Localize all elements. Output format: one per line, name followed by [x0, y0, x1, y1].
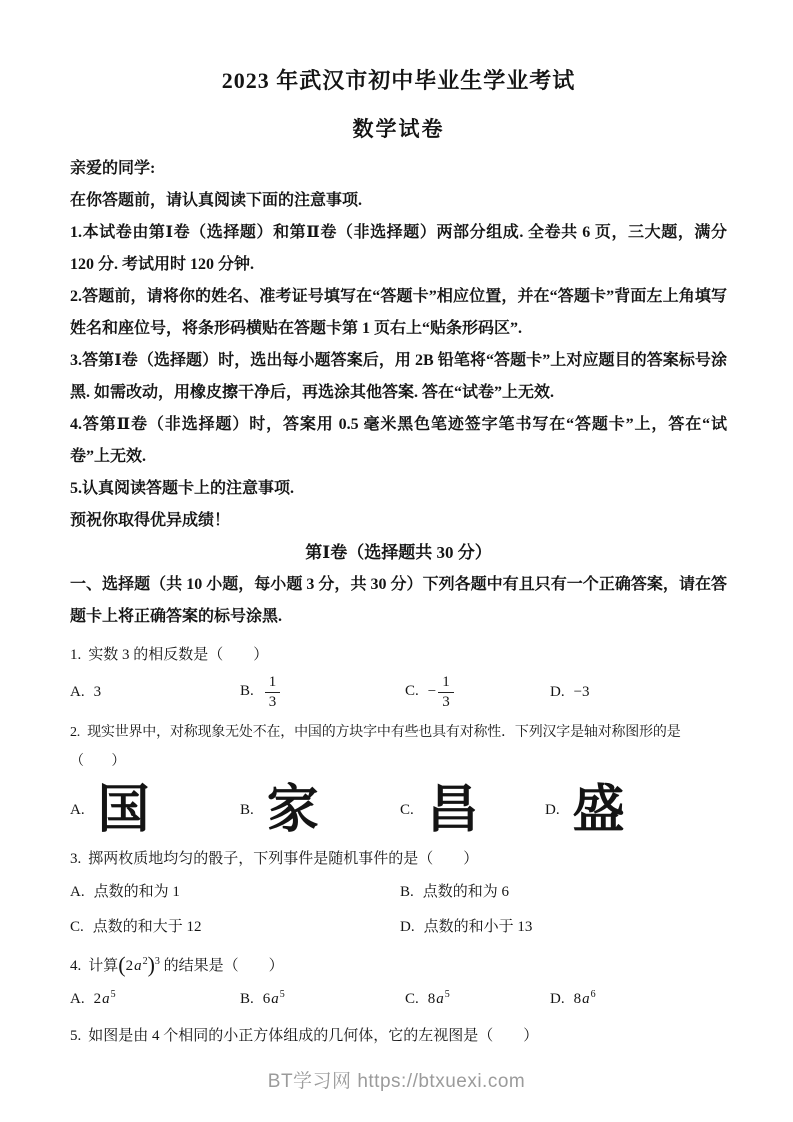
big-character: 国: [97, 781, 150, 839]
stem-text: 2: [125, 958, 134, 975]
superscript: 3: [154, 956, 160, 968]
notice-item-2: 2.答题前，请将你的姓名、准考证号填写在“答题卡”相应位置，并在“答题卡”背面左上角填写姓名和座位号，将条形码横贴在答题卡第 1 页右上“贴条形码区”.: [70, 288, 727, 337]
option-label: B.: [240, 991, 254, 1008]
options-row: [70, 674, 727, 710]
option-item: [240, 985, 405, 1014]
option-item: [70, 678, 240, 707]
question-2: [70, 718, 727, 837]
question-stem: [70, 718, 727, 776]
question-3: [70, 845, 727, 942]
intro-line: 在你答题前，请认真阅读下面的注意事项.: [70, 192, 363, 209]
superscript: 5: [279, 989, 285, 1001]
math-variable: a: [134, 958, 142, 975]
options-row: [70, 781, 727, 839]
option-item: [70, 878, 400, 907]
question-stem: [70, 845, 727, 874]
option-label: A.: [70, 683, 85, 700]
superscript: 5: [110, 989, 116, 1001]
superscript: 2: [142, 956, 148, 968]
stem-text: 点数的和大于 12: [92, 919, 202, 936]
notice-item-4: 4.答第Ⅱ卷（非选择题）时，答案用 0.5 毫米黑色笔迹签字笔书写在“答题卡”上，答在“试卷”上无效.: [70, 416, 727, 465]
stem-text: 2: [93, 991, 102, 1008]
math-variable: a: [102, 991, 110, 1008]
option-item: [70, 913, 400, 942]
page-title: 2023 年武汉市初中毕业生学业考试: [221, 68, 576, 93]
question-1: [70, 641, 727, 710]
stem-text: 8: [427, 991, 436, 1008]
stem-text: 点数的和为 1: [93, 884, 180, 901]
option-label: B.: [240, 802, 254, 819]
math-variable: a: [436, 991, 444, 1008]
option-label: A.: [70, 802, 85, 819]
stem-text: 的结果是（ ）: [159, 958, 284, 975]
stem-text: −: [427, 683, 437, 700]
option-label: A.: [70, 991, 85, 1008]
option-label: D.: [550, 683, 565, 700]
question-stem: [70, 641, 727, 670]
fraction-denominator: 3: [268, 693, 277, 710]
right-paren: ): [147, 952, 155, 978]
option-item: [70, 781, 240, 839]
option-label: D.: [550, 991, 565, 1008]
option-item: [400, 781, 545, 839]
stem-text: 掷两枚质地均匀的骰子，下列事件是随机事件的是（ ）: [88, 851, 479, 868]
question-number: 2.: [70, 725, 81, 740]
option-item: [70, 985, 240, 1014]
option-label: A.: [70, 884, 85, 901]
watermark-text: BT学习网 https://btxuexi.com: [267, 1071, 526, 1092]
options-row: [70, 878, 727, 942]
fraction: [438, 674, 454, 710]
stem-text: 现实世界中，对称现象无处不在，中国的方块字中有些也具有对称性．下列汉字是轴对称图形的是（ ）: [70, 725, 681, 769]
question-number: 5.: [70, 1028, 82, 1045]
big-character: 昌: [426, 781, 479, 839]
option-label: C.: [405, 991, 419, 1008]
option-item: [550, 985, 727, 1014]
fraction-denominator: 3: [442, 693, 450, 710]
questions-area: [70, 641, 727, 1051]
question-number: 3.: [70, 851, 82, 868]
option-item: [545, 781, 727, 839]
option-label: C.: [400, 802, 414, 819]
stem-text: −3: [573, 683, 590, 700]
question-5: [70, 1022, 727, 1051]
fraction: [265, 674, 281, 710]
notice-item-1: 1.本试卷由第Ⅰ卷（选择题）和第Ⅱ卷（非选择题）两部分组成. 全卷共 6 页，三大题，满分 120 分. 考试用时 120 分钟.: [70, 224, 727, 273]
option-label: D.: [545, 802, 560, 819]
stem-text: 如图是由 4 个相同的小正方体组成的几何体，它的左视图是（ ）: [88, 1028, 539, 1045]
stem-text: 实数 3 的相反数是（ ）: [88, 647, 269, 663]
option-item: [405, 674, 550, 710]
question-4: [70, 950, 727, 1014]
option-item: [240, 674, 405, 710]
stem-text: 6: [262, 991, 271, 1008]
stem-text: 点数的和小于 13: [423, 919, 533, 936]
options-row: [70, 985, 727, 1014]
stem-text: 8: [573, 991, 582, 1008]
section-heading: 第Ⅰ卷（选择题共 30 分）: [305, 543, 492, 562]
wish-line: 预祝你取得优异成绩！: [70, 512, 231, 529]
greeting-line: 亲爱的同学:: [70, 160, 156, 177]
question-stem: [70, 950, 727, 981]
fraction-numerator: 1: [438, 674, 454, 693]
left-paren: (: [118, 952, 126, 978]
page-subtitle: 数学试卷: [352, 117, 445, 141]
option-item: [405, 985, 550, 1014]
notice-item-5: 5.认真阅读答题卡上的注意事项.: [70, 480, 295, 497]
stem-text: 点数的和为 6: [422, 884, 510, 901]
question-number: 1.: [70, 647, 82, 663]
option-item: [240, 781, 400, 839]
question-stem: [70, 1022, 727, 1051]
stem-text: 计算: [88, 958, 119, 975]
big-character: 盛: [572, 781, 625, 839]
option-label: C.: [405, 683, 419, 700]
math-variable: a: [271, 991, 279, 1008]
option-item: [550, 678, 727, 707]
option-label: B.: [400, 884, 414, 901]
superscript: 5: [444, 989, 450, 1001]
notice-item-3: 3.答第Ⅰ卷（选择题）时，选出每小题答案后，用 2B 铅笔将“答题卡”上对应题目的答案标号涂黑. 如需改动，用橡皮擦干净后，再选涂其他答案. 答在“试卷”上无效.: [70, 352, 727, 401]
stem-text: 3: [93, 683, 102, 700]
fraction-numerator: 1: [265, 674, 281, 693]
option-label: B.: [240, 683, 254, 700]
question-number: 4.: [70, 958, 82, 975]
section-intro: 一、选择题（共 10 小题，每小题 3 分，共 30 分）下列各题中有且只有一个正确答案，请在答题卡上将正确答案的标号涂黑.: [70, 576, 727, 625]
big-character: 家: [266, 781, 319, 839]
option-label: C.: [70, 919, 84, 936]
option-item: [400, 913, 727, 942]
superscript: 6: [590, 989, 596, 1001]
math-variable: a: [582, 991, 590, 1008]
option-item: [400, 878, 727, 907]
option-label: D.: [400, 919, 415, 936]
